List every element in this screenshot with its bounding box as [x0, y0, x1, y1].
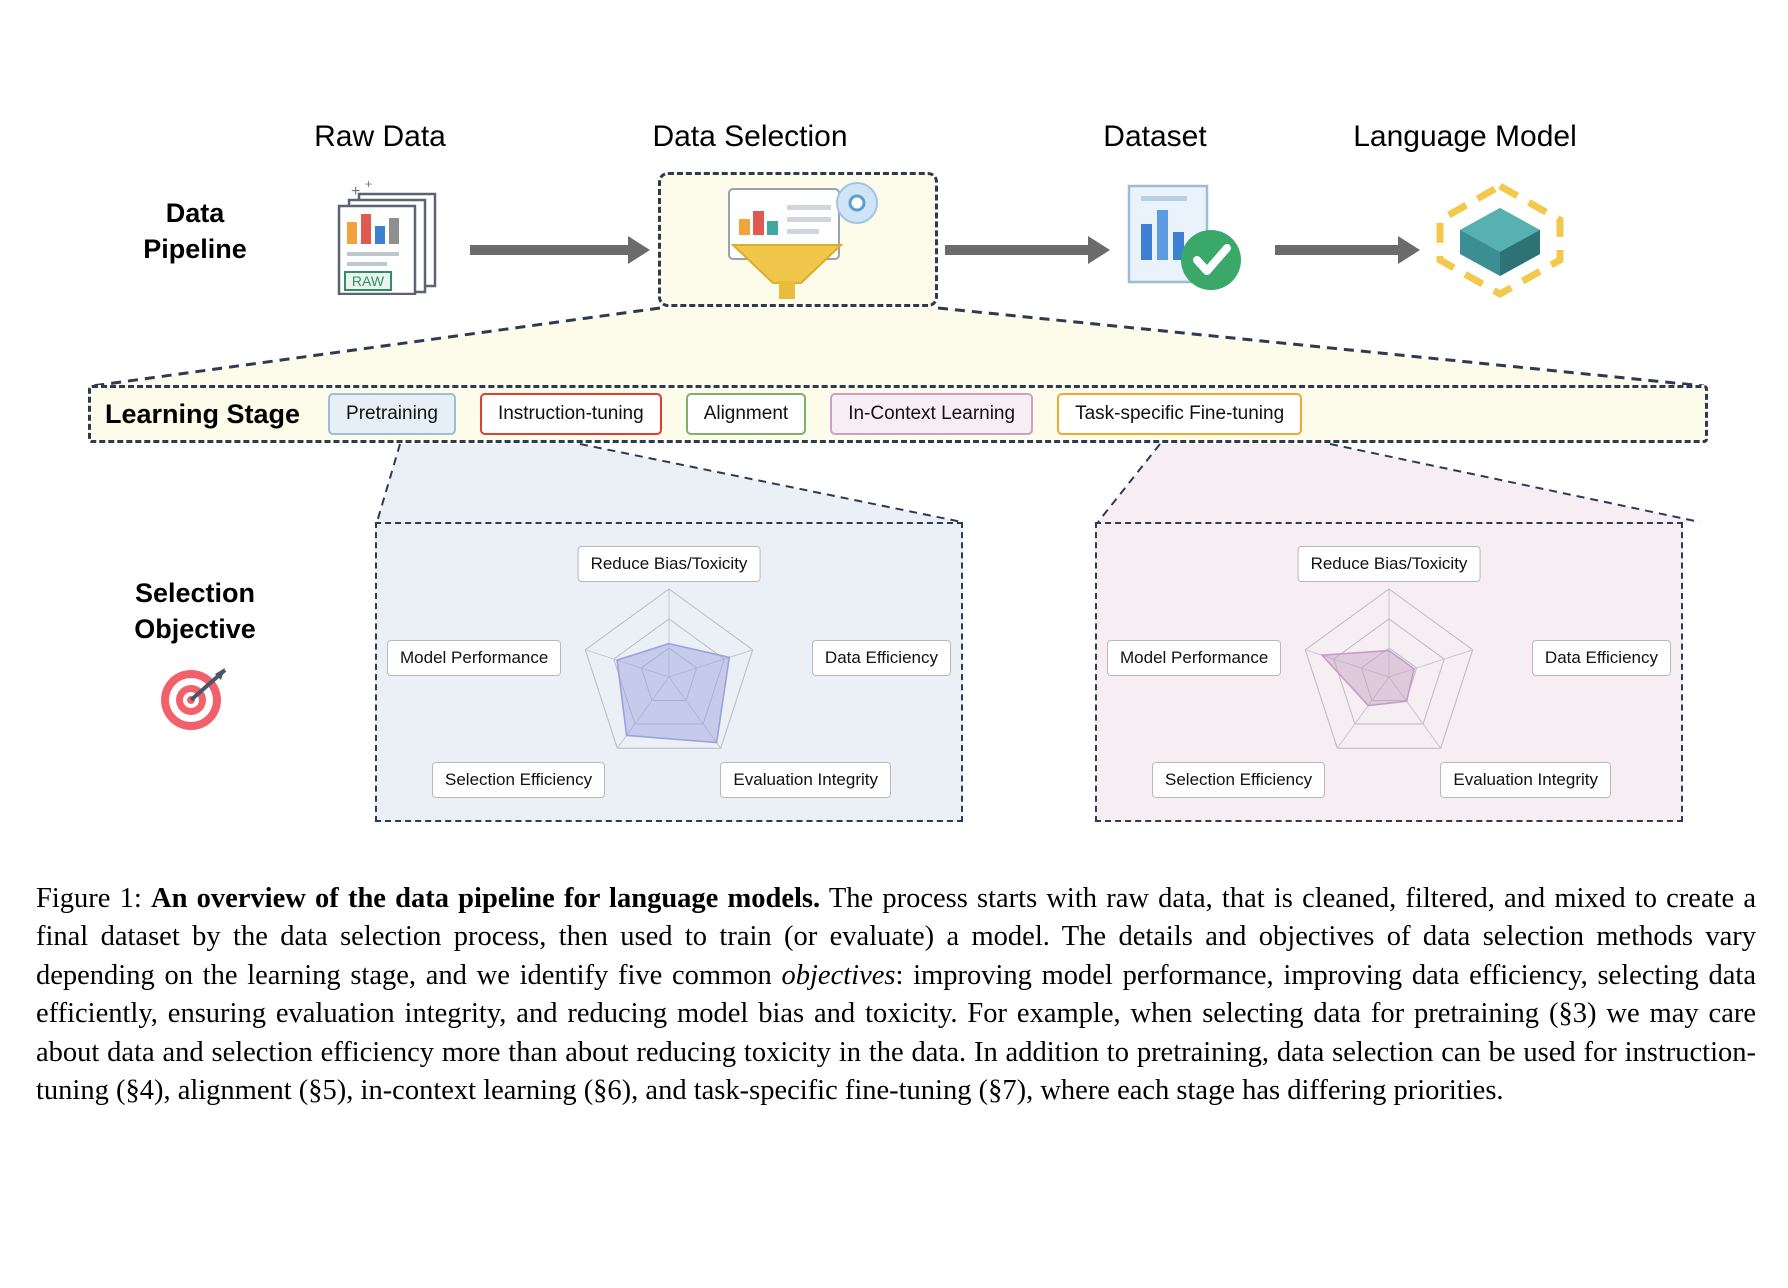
language-model-node — [1425, 180, 1575, 300]
dataset-node — [1115, 180, 1255, 295]
figure-caption — [36, 880, 1756, 1111]
objective-chip-selection-efficiency: Selection Efficiency — [1152, 762, 1325, 798]
svg-text:+: + — [351, 183, 361, 200]
data-selection-node — [658, 172, 938, 307]
objective-chip-selection-efficiency: Selection Efficiency — [432, 762, 605, 798]
svg-text:RAW: RAW — [351, 273, 385, 289]
arrow-selection-to-dataset — [945, 245, 1090, 255]
objective-chip-model-performance: Model Performance — [1107, 640, 1281, 676]
data-pipeline-label-line2: Pipeline — [143, 234, 247, 265]
stage-chip-alignment[interactable]: Alignment — [686, 393, 807, 435]
funnel-icon — [661, 175, 937, 306]
dataset-check-icon — [1115, 180, 1255, 298]
arrow-raw-to-selection — [470, 245, 630, 255]
pipeline-title-raw-data: Raw Data — [314, 120, 446, 153]
objective-chip-reduce-bias-toxicity: Reduce Bias/Toxicity — [578, 546, 761, 582]
target-icon — [155, 660, 231, 736]
svg-text:+: + — [365, 180, 373, 191]
stage-chip-pretraining[interactable]: Pretraining — [328, 393, 456, 435]
cube-model-icon — [1425, 180, 1575, 300]
objective-panel-pretraining — [375, 522, 963, 822]
selection-objective-row-label — [80, 575, 310, 648]
caption-body-1: The process starts with raw data, that is cleaned, filtered, and mixed to create a final dataset by the data selection process, then used to train (or evaluate) a model. The details and objectives of data selection methods vary depending on the learning stage, and we identify five common — [36, 883, 1757, 991]
stage-chip-in-context-learning[interactable]: In-Context Learning — [830, 393, 1033, 435]
data-pipeline-row-label — [90, 195, 300, 268]
pipeline-title-language-model: Language Model — [1353, 120, 1577, 153]
pipeline-title-data-selection: Data Selection — [652, 120, 848, 153]
radar-chart-in-context-learning — [1279, 572, 1499, 787]
radar-chart-pretraining — [559, 572, 779, 787]
objective-chip-model-performance: Model Performance — [387, 640, 561, 676]
caption-emphasis: objectives — [781, 959, 896, 991]
caption-title: An overview of the data pipeline for language models. — [150, 883, 821, 914]
raw-data-node — [325, 180, 465, 295]
objective-chip-evaluation-integrity: Evaluation Integrity — [720, 762, 891, 798]
objective-chip-evaluation-integrity: Evaluation Integrity — [1440, 762, 1611, 798]
objective-chip-data-efficiency: Data Efficiency — [1532, 640, 1671, 676]
selection-objective-label-line2: Objective — [134, 614, 256, 645]
documents-icon — [325, 180, 465, 295]
objective-panel-in-context-learning — [1095, 522, 1683, 822]
objective-chip-data-efficiency: Data Efficiency — [812, 640, 951, 676]
caption-body-2: : improving model performance, improving data efficiency, selecting data efficiently, ensuring evaluation integrity, and reducing model bias and toxicity. For example, when selecting data for pretraining (§3) we may care about data and selection efficiency more than about reducing toxicity in the data. In addition to pretraining, data selection can be used for instruction-tuning (§4), alignment (§5), in-context learning (§6), and task-specific fine-tuning (§7), where each stage has differing priorities. — [36, 959, 1757, 1107]
selection-objective-label-line1: Selection — [134, 578, 256, 608]
learning-stage-band — [88, 385, 1708, 443]
pipeline-title-dataset: Dataset — [1103, 120, 1207, 153]
stage-chip-instruction-tuning[interactable]: Instruction-tuning — [480, 393, 662, 435]
learning-stage-title: Learning Stage — [105, 398, 301, 429]
stage-chip-task-specific-fine-tuning[interactable]: Task-specific Fine-tuning — [1057, 393, 1302, 435]
objective-chip-reduce-bias-toxicity: Reduce Bias/Toxicity — [1298, 546, 1481, 582]
data-pipeline-label-line1: Data — [165, 198, 225, 228]
caption-label: Figure 1: — [36, 883, 142, 914]
arrow-dataset-to-model — [1275, 245, 1400, 255]
